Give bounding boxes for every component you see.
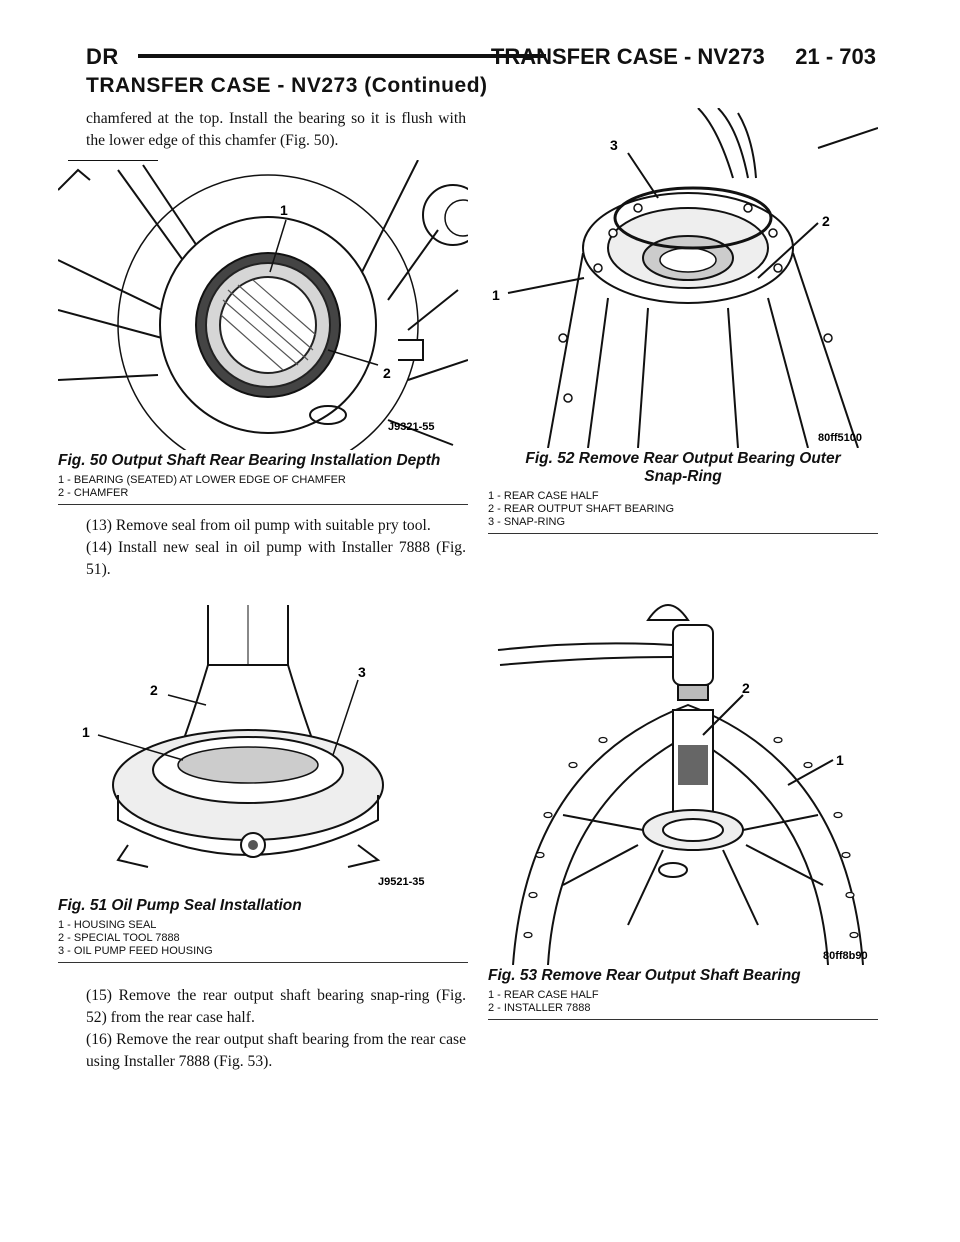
fig52-legend: 1 - REAR CASE HALF 2 - REAR OUTPUT SHAFT BEARING 3 - SNAP-RING [488, 490, 878, 534]
fig50-id: J9321-55 [388, 421, 435, 433]
fig51-caption: Fig. 51 Oil Pump Seal Installation [58, 897, 302, 914]
fig51-illustration [58, 605, 468, 895]
fig51-callout-3: 3 [358, 664, 366, 680]
figure-52 [488, 108, 878, 534]
left-paragraph-1: chamfered at the top. Install the bearing so it is flush with the lower edge of this chamfer (Fig. 50). [86, 110, 466, 149]
page-header [86, 42, 876, 72]
left-paragraphs-4-5: (15) Remove the rear output shaft bearing snap-ring (Fig. 52) from the rear case half. (16) Remove the rear output shaft bearing from the rear case using Installer 7888 (Fig. 53). [86, 987, 466, 1070]
fig52-callout-1: 1 [492, 287, 500, 303]
fig52-callout-2: 2 [822, 213, 830, 229]
fig51-legend: 1 - HOUSING SEAL 2 - SPECIAL TOOL 7888 3 - OIL PUMP FEED HOUSING [58, 919, 468, 963]
fig50-caption: Fig. 50 Output Shaft Rear Bearing Installation Depth [58, 452, 441, 469]
fig52-callout-3: 3 [610, 137, 618, 153]
figure-53 [488, 585, 878, 1020]
header-right: TRANSFER CASE - NV273 21 - 703 [490, 44, 876, 69]
fig53-caption: Fig. 53 Remove Rear Output Shaft Bearing [488, 967, 801, 984]
left-paragraphs-2-3: (13) Remove seal from oil pump with suitable pry tool. (14) Install new seal in oil pump with Installer 7888 (Fig. 51). [86, 517, 466, 578]
fig50-illustration [58, 160, 468, 450]
section-title: TRANSFER CASE - NV273 (Continued) [86, 74, 488, 97]
fig51-id: J9521-35 [378, 876, 425, 888]
figure-50 [58, 160, 468, 505]
fig50-callout-1: 1 [280, 202, 288, 218]
fig52-id: 80ff5100 [818, 432, 863, 444]
fig52-illustration [488, 108, 878, 448]
fig51-callout-1: 1 [82, 724, 90, 740]
fig53-callout-1: 1 [836, 752, 844, 768]
fig50-legend: 1 - BEARING (SEATED) AT LOWER EDGE OF CHAMFER 2 - CHAMFER [58, 474, 468, 505]
fig53-illustration [488, 585, 878, 965]
header-left: DR [86, 44, 119, 69]
fig52-caption: Fig. 52 Remove Rear Output Bearing Outer Snap-Ring [525, 450, 841, 485]
fig53-callout-2: 2 [742, 680, 750, 696]
fig53-id: 80ff8b90 [823, 950, 868, 962]
fig53-legend: 1 - REAR CASE HALF 2 - INSTALLER 7888 [488, 989, 878, 1020]
fig50-callout-2: 2 [383, 365, 391, 381]
figure-51 [58, 605, 468, 963]
fig51-callout-2: 2 [150, 682, 158, 698]
header-rule [138, 54, 546, 58]
